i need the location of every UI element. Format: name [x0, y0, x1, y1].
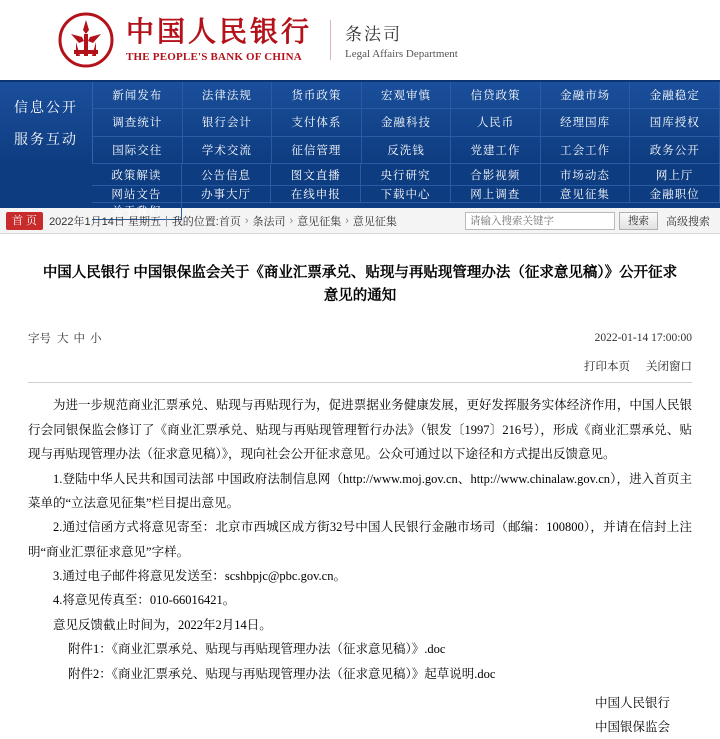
- masthead-titles: [126, 17, 458, 63]
- nav-item[interactable]: 经理国库: [541, 109, 631, 136]
- nav-item[interactable]: 反洗钱: [362, 137, 452, 164]
- nav-item[interactable]: 新闻发布: [93, 82, 183, 109]
- paragraph: 1.登陆中华人民共和国司法部 中国政府法制信息网（http://www.moj.gov.cn、http://www.chinalaw.gov.cn），进入首页主菜单的“立法意见征集”栏目提出意见。: [28, 471, 692, 510]
- nav-item[interactable]: 国际交往: [93, 137, 183, 164]
- print-page-link[interactable]: 打印本页: [584, 361, 630, 374]
- nav-left-item-info-disclosure[interactable]: 信息公开: [14, 101, 78, 116]
- nav-item[interactable]: 征信管理: [272, 137, 362, 164]
- font-size-medium-button[interactable]: 中: [73, 333, 85, 346]
- divider: [28, 382, 692, 383]
- breadcrumb-separator: |: [164, 214, 168, 227]
- bank-name-cn: 中国人民银行: [126, 16, 313, 48]
- article-meta: [28, 330, 692, 352]
- nav-item[interactable]: 网上厅: [630, 164, 720, 186]
- nav-item[interactable]: 法律法规: [183, 82, 273, 109]
- nav-item[interactable]: 支付体系: [272, 109, 362, 136]
- home-button[interactable]: 首 页: [6, 212, 43, 230]
- nav-item[interactable]: 金融科技: [362, 109, 452, 136]
- attachment-link[interactable]: 附件1：《商业汇票承兑、贴现与再贴现管理办法（征求意见稿）》.doc: [68, 642, 446, 657]
- nav-item[interactable]: 工会工作: [541, 137, 631, 164]
- font-size-large-button[interactable]: 大: [57, 333, 69, 346]
- breadcrumb-item-current: 意见征集: [352, 215, 397, 228]
- nav-item[interactable]: 信贷政策: [451, 82, 541, 109]
- bank-name-en: THE PEOPLE'S BANK OF CHINA: [126, 51, 302, 64]
- nav-item[interactable]: 金融职位: [630, 186, 720, 203]
- nav-item[interactable]: 图文直播: [271, 164, 361, 186]
- nav-item[interactable]: 公告信息: [182, 164, 272, 186]
- breadcrumb-item-department[interactable]: 条法司: [252, 215, 286, 228]
- nav-item[interactable]: 人民币: [451, 109, 541, 136]
- paragraph: 4.将意见传真至：010-66016421。: [53, 593, 236, 608]
- nav-item[interactable]: 下载中心: [361, 186, 451, 203]
- tertiary-navigation: [0, 186, 720, 218]
- department-name-cn: 条法司: [345, 25, 403, 44]
- search-button[interactable]: 搜索: [619, 212, 658, 230]
- page-title: 中国人民银行 中国银保监会关于《商业汇票承兑、贴现与再贴现管理办法（征求意见稿）》公开征求意见的通知: [42, 265, 678, 305]
- advanced-search-link[interactable]: 高级搜索: [666, 215, 710, 228]
- breadcrumb-bar: [0, 208, 720, 234]
- nav-item[interactable]: 政策解读: [92, 164, 182, 186]
- nav-item[interactable]: 银行会计: [183, 109, 273, 136]
- nav-item[interactable]: 国库授权: [630, 109, 720, 136]
- paragraph: 2.通过信函方式将意见寄至：北京市西城区成方街32号中国人民银行金融市场司（邮编：100800），并请在信封上注明“商业汇票征求意见”字样。: [28, 520, 692, 559]
- nav-item[interactable]: 意见征集: [541, 186, 631, 203]
- nav-item[interactable]: 党建工作: [451, 137, 541, 164]
- signature-block: [28, 686, 692, 739]
- nav-item[interactable]: 调查统计: [93, 109, 183, 136]
- paragraph: 为进一步规范商业汇票承兑、贴现与再贴现行为，促进票据业务健康发展，更好发挥服务实体经济作用，中国人民银行会同银保监会修订了《商业汇票承兑、贴现与再贴现管理暂行办法》（银发〔1997〕216号），形成《商业汇票承兑、贴现与再贴现管理办法（征求意见稿）》，现向社会公开征求意见。公众可通过以下途径和方式提出反馈意见。: [28, 398, 692, 462]
- breadcrumb-separator: ›: [289, 214, 294, 227]
- current-date: 2022年1月14日 星期五: [49, 215, 161, 228]
- article-tools: [28, 352, 692, 378]
- breadcrumb-separator: ›: [244, 214, 249, 227]
- article-body: [28, 393, 692, 686]
- nav-item[interactable]: 市场动态: [541, 164, 631, 186]
- department-name-en: Legal Affairs Department: [345, 48, 458, 60]
- masthead: [0, 0, 720, 80]
- paragraph: 3.通过电子邮件将意见发送至：scshbpjc@pbc.gov.cn。: [53, 569, 346, 583]
- nav-item[interactable]: 合影视频: [451, 164, 541, 186]
- nav-item[interactable]: 央行研究: [361, 164, 451, 186]
- nav-item[interactable]: 学术交流: [183, 137, 273, 164]
- breadcrumb-location: 我的位置:首页: [171, 215, 241, 228]
- breadcrumb-separator: ›: [345, 214, 349, 227]
- pboc-logo-icon: [58, 12, 114, 68]
- nav-left-column: [0, 82, 92, 164]
- close-window-link[interactable]: 关闭窗口: [646, 361, 692, 374]
- font-size-label: 字号: [28, 333, 51, 346]
- font-size-small-button[interactable]: 小: [90, 333, 102, 346]
- nav-item[interactable]: 宏观审慎: [362, 82, 452, 109]
- main-navigation: [0, 80, 720, 164]
- nav-item[interactable]: 金融市场: [541, 82, 631, 109]
- nav-item[interactable]: 金融稳定: [630, 82, 720, 109]
- breadcrumb-item-consultation[interactable]: 意见征集: [297, 215, 342, 228]
- publish-time: 2022-01-14 17:00:00: [594, 332, 692, 345]
- search-input[interactable]: [465, 212, 615, 230]
- nav-item[interactable]: 办事大厅: [182, 186, 272, 203]
- nav-item[interactable]: 在线申报: [271, 186, 361, 203]
- department-block: [330, 20, 458, 60]
- attachment-link[interactable]: 附件2：《商业汇票承兑、贴现与再贴现管理办法（征求意见稿）》起草说明.doc: [68, 666, 496, 681]
- paragraph: 意见反馈截止时间为，2022年2月14日。: [53, 617, 272, 632]
- nav-grid: [92, 82, 720, 164]
- article: [0, 234, 720, 739]
- secondary-navigation: [0, 164, 720, 186]
- nav-item[interactable]: 网上调查: [451, 186, 541, 203]
- signature-line: 中国银保监会: [594, 719, 670, 734]
- nav-left-item-services[interactable]: 服务互动: [14, 133, 78, 148]
- signature-line: 中国人民银行: [594, 695, 670, 710]
- nav-item[interactable]: 关于我们: [92, 203, 182, 220]
- nav-item[interactable]: 网站文告: [92, 186, 182, 203]
- nav-item[interactable]: 货币政策: [272, 82, 362, 109]
- nav-item[interactable]: 政务公开: [630, 137, 720, 164]
